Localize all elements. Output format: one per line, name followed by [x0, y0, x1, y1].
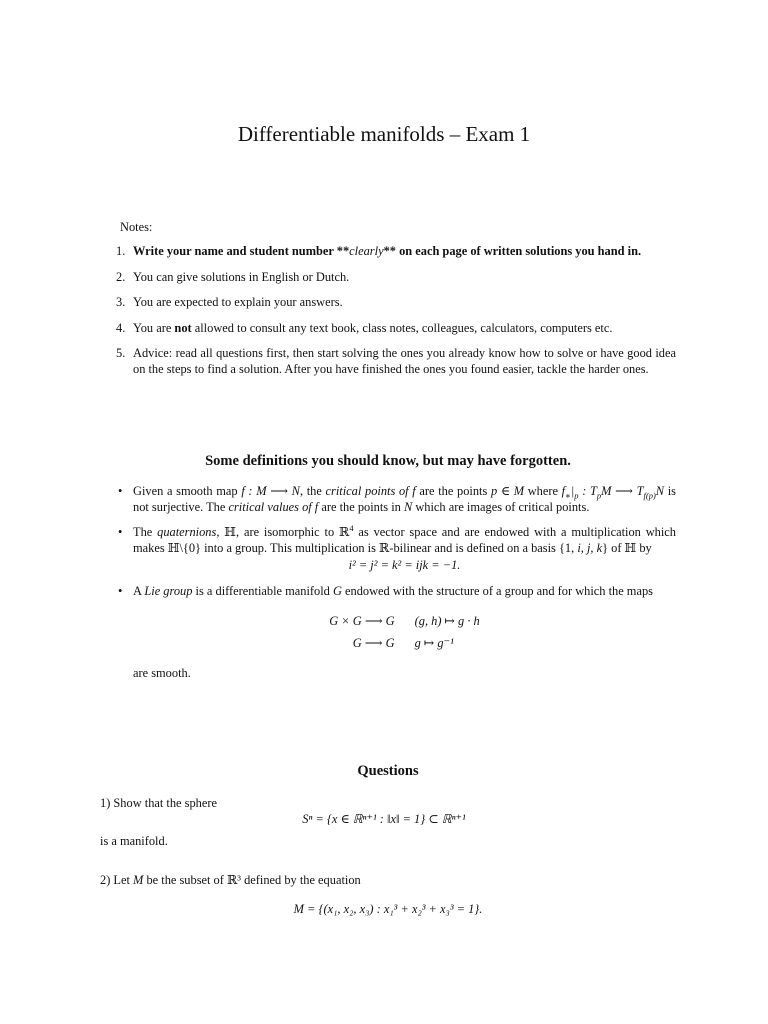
math-part: : T — [578, 484, 597, 498]
questions-heading: Questions — [357, 763, 419, 779]
table-row — [319, 633, 489, 655]
text: A — [133, 583, 145, 598]
definitions-list — [116, 484, 676, 692]
list-item — [116, 270, 676, 286]
math: f : M ⟶ N — [241, 484, 300, 498]
notes-list — [116, 244, 676, 387]
text: , the — [299, 484, 326, 498]
text: , ℍ, are isomorphic to ℝ — [216, 525, 350, 539]
emphasis-text: critical points of f — [325, 484, 416, 498]
item-number: 3. — [116, 295, 126, 309]
map-rule: g ↦ g⁻¹ — [414, 635, 454, 650]
math-subscript: p — [574, 490, 579, 501]
definition-critical-points — [116, 484, 676, 515]
question-1-tail: is a manifold. — [100, 834, 168, 848]
bold-text: not — [174, 320, 192, 335]
text: 2) Let — [100, 873, 134, 887]
text: is not surjective. The — [133, 484, 676, 514]
math-subscript: p — [596, 490, 602, 501]
text: which are images of critical points. — [412, 499, 590, 514]
definition-quaternions — [116, 522, 676, 574]
lie-group-maps — [133, 611, 676, 654]
bullet-marker: • — [118, 583, 123, 598]
note-text-part: Write your name and student number ** — [133, 244, 350, 258]
emphasis-text: clearly — [349, 244, 384, 258]
question-1-equation: Sⁿ = {x ∈ ℝⁿ⁺¹ : ‖x‖ = 1} ⊂ ℝⁿ⁺¹ — [302, 812, 466, 826]
list-item — [116, 295, 676, 311]
math-superscript: 4 — [349, 522, 354, 533]
emphasis-text: Lie group — [144, 583, 193, 598]
list-item — [116, 321, 676, 337]
math — [561, 484, 665, 501]
question-2-equation: M = {(x₁, x₂, x₃) : x₁³ + x₂³ + x₃³ = 1}. — [293, 902, 483, 916]
item-number: 1. — [116, 244, 126, 258]
text: is a differentiable manifold — [192, 583, 333, 598]
note-text-part: You are — [133, 320, 175, 335]
emphasis-text: critical values of f — [228, 499, 319, 514]
math: M — [133, 873, 144, 887]
math: N — [403, 499, 413, 514]
item-number: 2. — [116, 269, 126, 284]
math: i, j, k — [577, 540, 603, 555]
emphasis-text: quaternions — [157, 525, 217, 539]
note-text: Advice: read all questions first, then start solving the ones you already know how to solve or have good idea on the steps to find a solution. After you have finished the ones you found easier, tackle the harder ones. — [133, 346, 676, 376]
math-part: M ⟶ T — [601, 484, 644, 498]
map-rule: (g, h) ↦ g · h — [414, 614, 480, 628]
question-1-lead: 1) Show that the sphere — [100, 796, 217, 810]
note-text — [133, 244, 641, 258]
math: G — [332, 583, 342, 598]
math-part: f — [561, 484, 566, 498]
text: are smooth. — [133, 666, 191, 680]
math-part: N — [655, 484, 665, 498]
notes-label: Notes: — [120, 220, 153, 234]
maps-table — [319, 611, 489, 654]
text: are the points in — [318, 499, 404, 514]
list-item — [116, 244, 676, 260]
note-text-part: allowed to consult any text book, class notes, colleagues, calculators, computers etc. — [191, 320, 613, 335]
text: as vector space and are endowed with a multiplication which makes ℍ\{0} into a group. This multiplication is ℝ-bilinear and is defined on a basis {1, — [133, 525, 676, 555]
math-subscript: ∗ — [565, 490, 571, 501]
list-item — [116, 346, 676, 377]
text: be the subset of ℝ³ defined by the equation — [143, 873, 361, 887]
text: where — [524, 484, 562, 498]
math: p ∈ M — [490, 484, 525, 498]
item-number: 5. — [116, 346, 126, 360]
text: are the points — [415, 484, 491, 498]
map-domain: G × G ⟶ G — [329, 614, 395, 628]
bullet-marker: • — [118, 525, 123, 539]
bullet-marker: • — [118, 484, 123, 498]
note-text: You can give solutions in English or Dutch. — [133, 269, 350, 284]
note-text-part: ** on each page of written solutions you hand in. — [383, 244, 642, 258]
document-title: Differentiable manifolds – Exam 1 — [237, 122, 531, 146]
text: endowed with the structure of a group and for which the maps — [341, 583, 653, 598]
note-text — [133, 321, 612, 335]
math-part: | — [570, 484, 575, 498]
map-domain: G ⟶ G — [352, 635, 395, 650]
text: The — [133, 525, 158, 539]
math-subscript: f(p) — [643, 490, 656, 501]
item-number: 4. — [116, 320, 126, 335]
quaternion-equation: i² = j² = k² = ijk = −1. — [348, 558, 461, 572]
note-text: You are expected to explain your answers. — [133, 295, 343, 309]
definitions-heading: Some definitions you should know, but may have forgotten. — [205, 453, 571, 469]
definition-lie-group — [116, 584, 676, 682]
text: Given a smooth map — [133, 484, 242, 498]
table-row — [319, 611, 489, 633]
question-2-lead — [100, 873, 361, 889]
text: } of ℍ by — [602, 540, 652, 555]
